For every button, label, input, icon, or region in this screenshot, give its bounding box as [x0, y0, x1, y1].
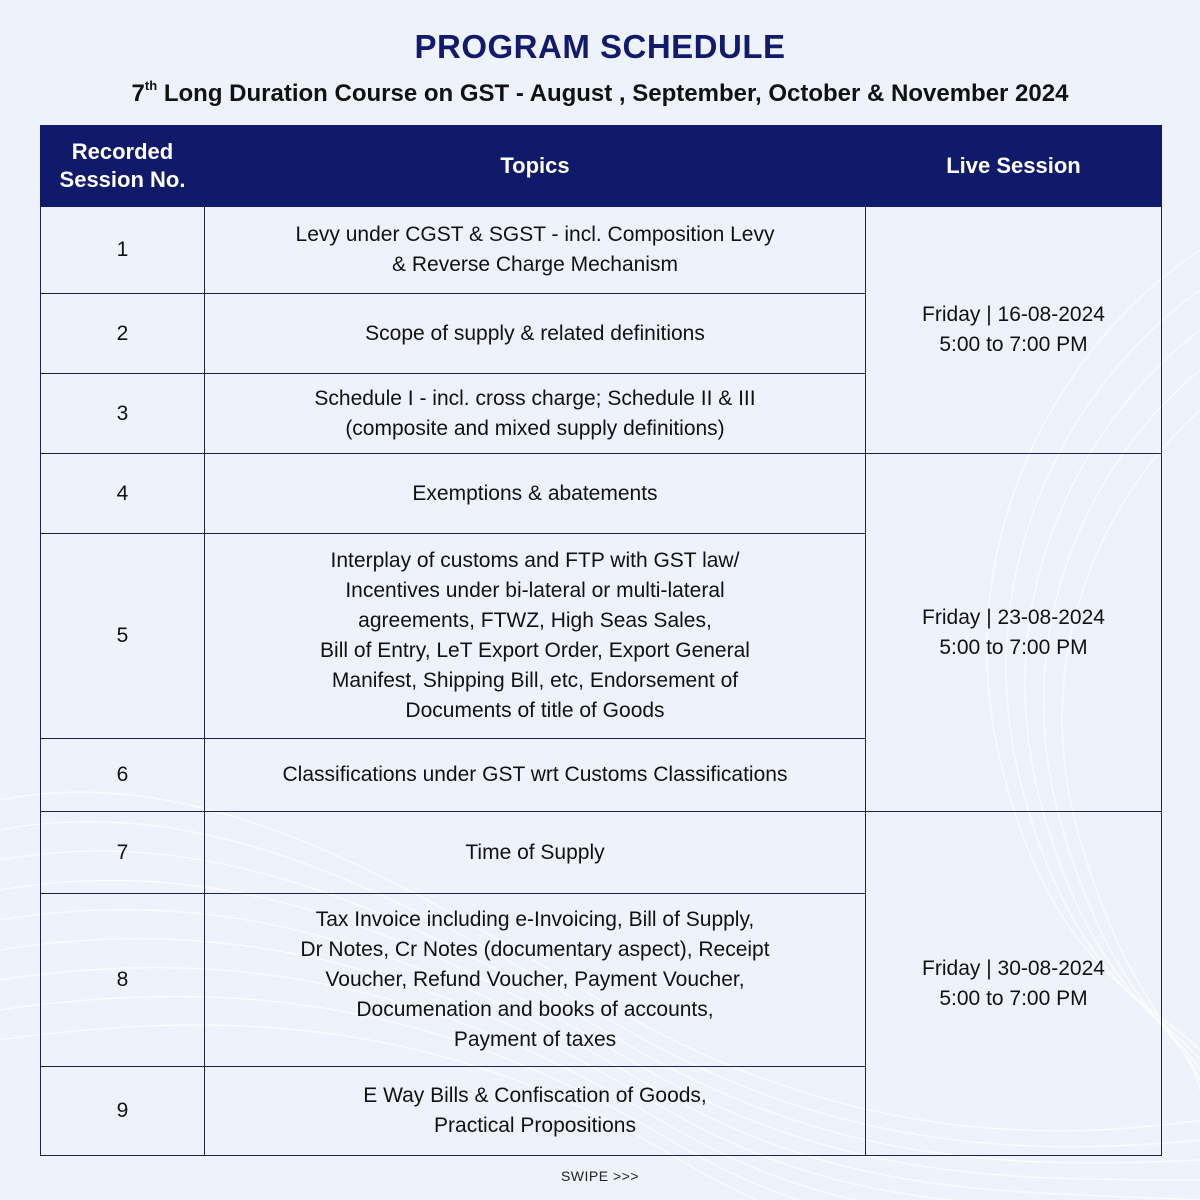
- session-topic: Levy under CGST & SGST - incl. Composition Levy & Reverse Charge Mechanism: [205, 207, 866, 294]
- session-number: 8: [41, 894, 205, 1067]
- live-session-date: Friday | 23-08-2024: [922, 605, 1105, 629]
- table-header-row: [41, 126, 1162, 207]
- session-topic: Scope of supply & related definitions: [205, 294, 866, 374]
- session-topic: Time of Supply: [205, 812, 866, 894]
- page-title: PROGRAM SCHEDULE: [414, 28, 786, 65]
- header-live-session: Live Session: [866, 126, 1162, 207]
- page-subtitle: [0, 80, 1200, 108]
- live-session-time: 5:00 to 7:00 PM: [939, 333, 1088, 356]
- header-topics: Topics: [205, 126, 866, 207]
- session-topic: Exemptions & abatements: [205, 454, 866, 534]
- session-number: 5: [41, 534, 205, 739]
- session-topic: Schedule I - incl. cross charge; Schedule II & III (composite and mixed supply definitions): [205, 374, 866, 454]
- session-number: 7: [41, 812, 205, 894]
- live-session-date: Friday | 16-08-2024: [922, 303, 1105, 326]
- session-number: 1: [41, 207, 205, 294]
- table-row: [41, 812, 1162, 894]
- live-session-cell: [866, 812, 1162, 1156]
- session-number: 3: [41, 374, 205, 454]
- session-topic: Interplay of customs and FTP with GST law/ Incentives under bi-lateral or multi-lateral agreements, FTWZ, High Seas Sales, Bill of Entry, LeT Export Order, Export General Manifest, Shipping Bill, etc, Endorsement of Documents of title of Goods: [205, 534, 866, 739]
- swipe-hint: SWIPE >>>: [560, 1168, 640, 1184]
- subtitle-superscript: th: [144, 78, 158, 93]
- session-topic: Tax Invoice including e-Invoicing, Bill of Supply, Dr Notes, Cr Notes (documentary aspect), Receipt Voucher, Refund Voucher, Payment Voucher, Documenation and books of accounts, Payment of taxes: [205, 894, 866, 1067]
- live-session-cell: [866, 207, 1162, 454]
- session-number: 2: [41, 294, 205, 374]
- subtitle-number: 7: [131, 80, 145, 107]
- live-session-time: 5:00 to 7:00 PM: [939, 635, 1088, 659]
- table-row: [41, 207, 1162, 294]
- live-session-time: 5:00 to 7:00 PM: [939, 986, 1088, 1010]
- session-topic: E Way Bills & Confiscation of Goods, Practical Propositions: [205, 1067, 866, 1156]
- live-session-cell: [866, 454, 1162, 812]
- table-row: [41, 454, 1162, 534]
- header-session-no: Recorded Session No.: [41, 126, 205, 207]
- session-number: 9: [41, 1067, 205, 1156]
- live-session-date: Friday | 30-08-2024: [922, 956, 1105, 980]
- session-number: 6: [41, 739, 205, 812]
- subtitle-text: Long Duration Course on GST - August , September, October & November 2024: [157, 80, 1069, 107]
- session-number: 4: [41, 454, 205, 534]
- schedule-table: [40, 125, 1162, 1156]
- session-topic: Classifications under GST wrt Customs Classifications: [205, 739, 866, 812]
